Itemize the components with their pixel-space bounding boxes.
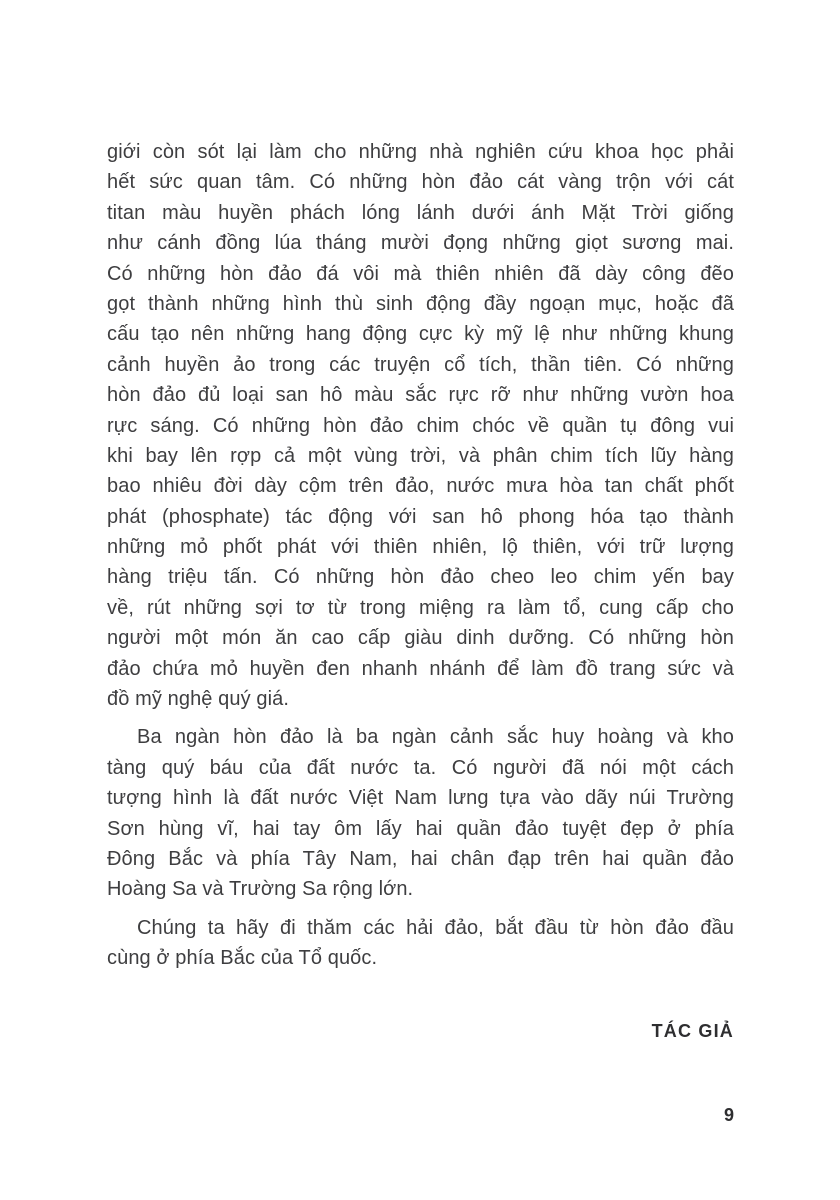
text-line: giới còn sót lại làm cho những nhà nghiên cứu khoa học phải [107,141,734,163]
text-line: cấu tạo nên những hang động cực kỳ mỹ lệ như những khung [107,323,734,346]
body-text-block [107,137,734,974]
paragraph [107,913,734,974]
text-line: về, rút những sợi tơ từ trong miệng ra làm tổ, cung cấp cho [107,596,734,619]
text-line: tượng hình là đất nước Việt Nam lưng tựa vào dãy núi Trường [107,787,734,810]
text-line: Đông Bắc và phía Tây Nam, hai chân đạp trên hai quần đảo [107,847,734,870]
text-line: đảo chứa mỏ huyền đen nhanh nhánh để làm đồ trang sức và [107,657,734,680]
text-line: phát (phosphate) tác động với san hô phong hóa tạo thành [107,505,734,528]
text-line: đồ mỹ nghệ quý giá. [107,688,290,711]
text-line: rực sáng. Có những hòn đảo chim chóc về quần tụ đông vui [107,414,734,437]
text-line: bao nhiêu đời dày cộm trên đảo, nước mưa hòa tan chất phốt [107,475,734,498]
text-line: Sơn hùng vĩ, hai tay ôm lấy hai quần đảo tuyệt đẹp ở phía [107,817,734,840]
text-line: gọt thành những hình thù sinh động đầy ngoạn mục, hoặc đã [107,292,734,315]
text-line: hòn đảo đủ loại san hô màu sắc rực rỡ như những vườn hoa [107,384,734,407]
text-line: cảnh huyền ảo trong các truyện cổ tích, thần tiên. Có những [107,353,734,376]
paragraph [107,722,734,904]
text-line: người một món ăn cao cấp giàu dinh dưỡng. Có những hòn [107,627,734,650]
page-number: 9 [723,1105,734,1125]
text-line: hàng triệu tấn. Có những hòn đảo cheo leo chim yến bay [107,566,734,589]
author-signature: TÁC GIẢ [651,1021,734,1041]
text-line: hết sức quan tâm. Có những hòn đảo cát vàng trộn với cát [107,171,734,194]
text-line: Chúng ta hãy đi thăm các hải đảo, bắt đầu từ hòn đảo đầu [137,916,734,939]
text-line: titan màu huyền phách lóng lánh dưới ánh Mặt Trời giống [107,201,734,224]
paragraph [107,137,734,714]
text-line: khi bay lên rợp cả một vùng trời, và phân chim tích lũy hàng [107,444,734,467]
text-line: như cánh đồng lúa tháng mười đọng những giọt sương mai. [107,232,734,255]
text-line: Có những hòn đảo đá vôi mà thiên nhiên đã dày công đẽo [107,262,734,285]
text-line: tàng quý báu của đất nước ta. Có người đã nói một cách [107,756,734,779]
text-line: Hoàng Sa và Trường Sa rộng lớn. [107,878,414,901]
text-line: cùng ở phía Bắc của Tổ quốc. [107,947,378,970]
text-line: những mỏ phốt phát với thiên nhiên, lộ thiên, với trữ lượng [107,536,734,559]
paragraphs-container [107,137,734,974]
text-line: Ba ngàn hòn đảo là ba ngàn cảnh sắc huy hoàng và kho [137,726,734,749]
